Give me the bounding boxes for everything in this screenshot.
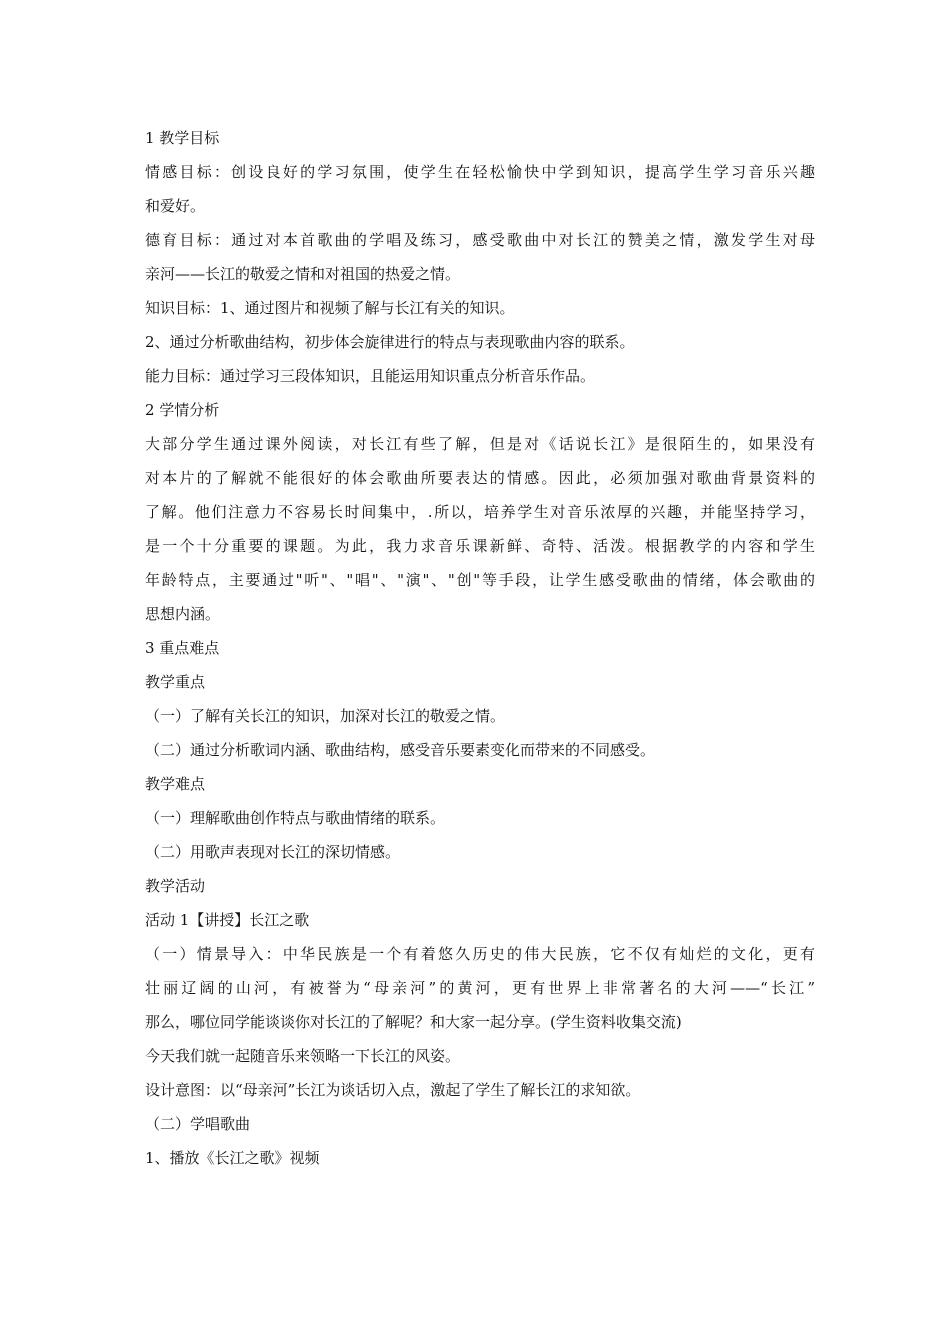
text-line: 设计意图：以“母亲河”长江为谈话切入点，激起了学生了解长江的求知欲。 [145,1081,641,1099]
text-line: 壮丽辽阔的山河，有被誉为“母亲河”的黄河，更有世界上非常著名的大河——“长江” [145,979,815,997]
text-line: 能力目标：通过学习三段体知识，且能运用知识重点分析音乐作品。 [145,367,596,385]
text-line: 知识目标：1、通过图片和视频了解与长江有关的知识。 [145,299,515,317]
text-line: 思想内涵。 [145,605,221,623]
text-line: （二）用歌声表现对长江的深切情感。 [145,843,401,861]
text-line: 教学难点 [145,775,206,793]
text-line: 和爱好。 [145,197,206,215]
text-line: 是一个十分重要的课题。为此，我力求音乐课新鲜、奇特、活泼。根据教学的内容和学生 [145,537,815,555]
text-line: （二）通过分析歌词内涵、歌曲结构，感受音乐要素变化而带来的不同感受。 [145,741,656,759]
text-line: 今天我们就一起随音乐来领略一下长江的风姿。 [145,1047,461,1065]
text-line: 德育目标：通过对本首歌曲的学唱及练习，感受歌曲中对长江的赞美之情，激发学生对母 [145,231,815,249]
text-line: （二）学唱歌曲 [145,1115,251,1133]
text-line: 了解。他们注意力不容易长时间集中，.所以，培养学生对音乐浓厚的兴趣，并能坚持学习， [145,503,815,521]
text-line: 教学活动 [145,877,206,895]
text-line: 活动 1【讲授】长江之歌 [145,911,310,929]
text-line: 对本片的了解就不能很好的体会歌曲所要表达的情感。因此，必须加强对歌曲背景资料的 [145,469,815,487]
text-line: 1、播放《长江之歌》视频 [145,1149,320,1167]
text-line: 2 学情分析 [145,401,220,419]
text-line: 2、通过分析歌曲结构，初步体会旋律进行的特点与表现歌曲内容的联系。 [145,333,635,351]
text-line: （一）了解有关长江的知识，加深对长江的敬爱之情。 [145,707,506,725]
text-line: 1 教学目标 [145,129,220,147]
text-line: （一）情景导入：中华民族是一个有着悠久历史的伟大民族，它不仅有灿烂的文化，更有 [145,945,815,963]
text-line: 年龄特点，主要通过"听"、"唱"、"演"、"创"等手段，让学生感受歌曲的情绪，体会歌曲的 [145,571,815,589]
text-line: 情感目标：创设良好的学习氛围，使学生在轻松愉快中学到知识，提高学生学习音乐兴趣 [145,163,815,181]
text-line: 教学重点 [145,673,206,691]
text-line: （一）理解歌曲创作特点与歌曲情绪的联系。 [145,809,446,827]
text-line: 那么，哪位同学能谈谈你对长江的了解呢？和大家一起分享。(学生资料收集交流) [145,1013,682,1031]
text-line: 3 重点难点 [145,639,220,657]
text-line: 亲河——长江的敬爱之情和对祖国的热爱之情。 [145,265,461,283]
text-line: 大部分学生通过课外阅读，对长江有些了解，但是对《话说长江》是很陌生的，如果没有 [145,435,815,453]
document-page [145,124,815,1178]
